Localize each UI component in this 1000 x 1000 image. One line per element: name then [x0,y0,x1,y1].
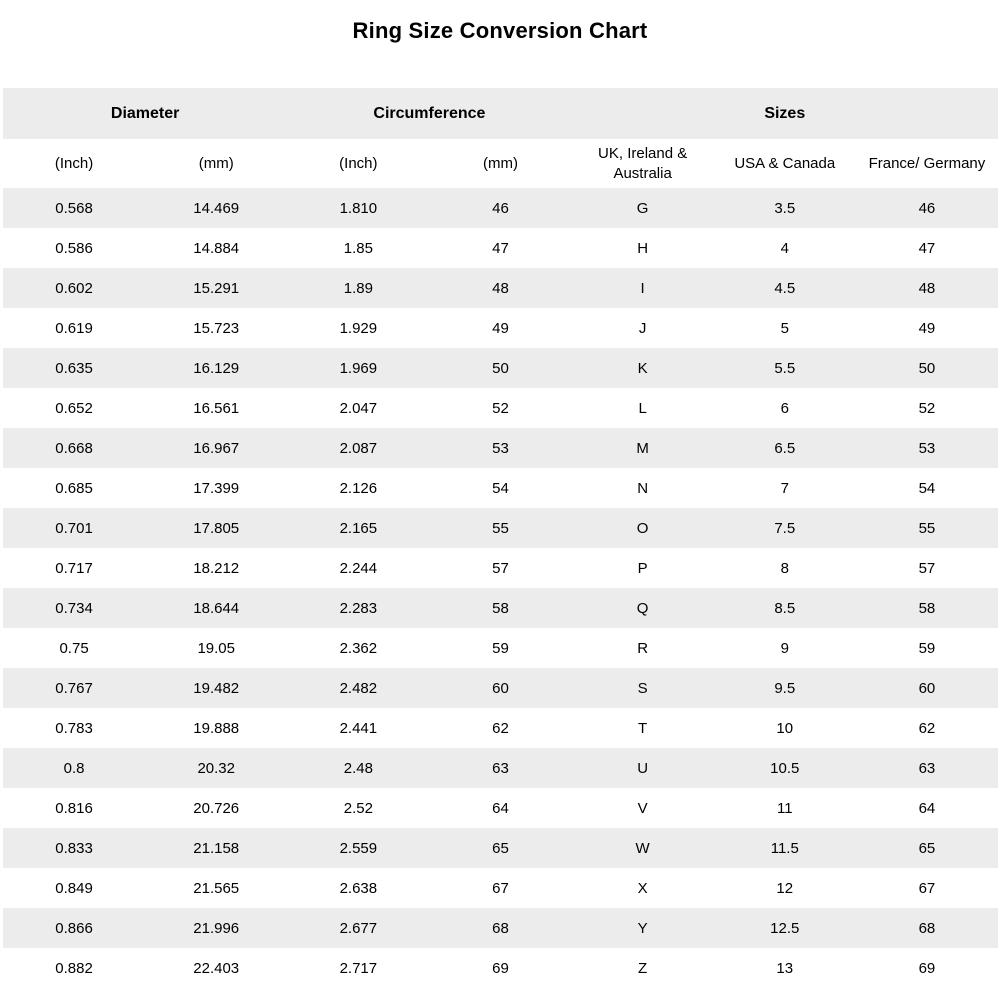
table-cell: 0.685 [55,479,93,497]
table-cell: 14.884 [193,239,240,257]
sub-header-cell: (mm) [483,154,518,172]
table-cell: 57 [492,559,509,577]
table-cell: 20.32 [197,759,235,777]
table-cell: 0.619 [55,319,93,337]
group-header-row [3,88,998,139]
table-cell: 58 [492,599,509,617]
table-cell: 2.717 [339,959,378,977]
sub-header-cell: (mm) [198,154,234,172]
table-cell: 55 [918,519,936,537]
table-cell: 69 [918,959,936,977]
table-cell: 2.165 [339,519,378,537]
sub-header-row [3,139,998,188]
table-row [3,788,998,828]
table-cell: 63 [492,759,509,777]
table-row [3,868,998,908]
table-cell: 2.677 [339,919,378,937]
table-cell: 0.717 [55,559,93,577]
sub-header-cell: UK, Ireland & Australia [598,145,688,182]
table-cell: 49 [918,319,936,337]
ring-size-table-container [3,88,998,988]
table-cell: 57 [918,559,936,577]
table-cell: H [637,239,649,257]
table-cell: 0.602 [55,279,93,297]
table-cell: 6 [780,399,789,417]
table-cell: 64 [492,799,509,817]
table-cell: 15.723 [193,319,240,337]
table-row [3,468,998,508]
table-cell: 2.52 [343,799,373,817]
table-cell: 20.726 [193,799,240,817]
table-cell: 15.291 [193,279,240,297]
table-cell: 62 [918,719,936,737]
table-cell: 3.5 [774,199,796,217]
table-row [3,348,998,388]
table-cell: 0.833 [55,839,93,857]
table-row [3,908,998,948]
table-cell: 2.244 [339,559,378,577]
table-row [3,828,998,868]
table-cell: 8 [780,559,789,577]
table-cell: 1.969 [339,359,378,377]
table-row [3,748,998,788]
table-cell: Z [638,959,648,977]
table-cell: V [637,799,648,817]
table-cell: 63 [918,759,936,777]
table-cell: 11.5 [770,839,799,857]
table-cell: 2.482 [339,679,378,697]
table-cell: 2.362 [339,639,378,657]
table-cell: S [637,679,648,697]
table-row [3,628,998,668]
table-cell: 0.767 [55,679,93,697]
table-cell: 12 [776,879,794,897]
table-cell: O [636,519,649,537]
table-cell: 22.403 [193,959,240,977]
ring-size-table [3,88,998,988]
table-cell: 46 [918,199,936,217]
table-cell: 0.635 [55,359,93,377]
table-cell: 2.48 [343,759,373,777]
table-cell: 13 [776,959,794,977]
table-cell: R [637,639,649,657]
table-cell: 0.652 [55,399,93,417]
table-cell: 68 [918,919,936,937]
table-row [3,708,998,748]
table-cell: K [637,359,648,377]
table-cell: 17.399 [193,479,240,497]
table-row [3,508,998,548]
table-cell: 9.5 [774,679,796,697]
table-cell: 11 [776,799,793,817]
table-cell: 48 [918,279,936,297]
table-cell: 19.888 [193,719,240,737]
table-cell: 60 [918,679,936,697]
table-cell: L [638,399,647,417]
table-row [3,948,998,988]
table-body [3,188,998,988]
table-cell: 1.810 [339,199,378,217]
table-cell: 16.129 [193,359,240,377]
table-cell: 0.8 [63,759,85,777]
table-cell: 55 [492,519,509,537]
table-cell: 50 [918,359,936,377]
table-cell: P [637,559,648,577]
table-cell: 21.565 [193,879,240,897]
sub-header-cell: USA & Canada [734,154,836,172]
table-cell: 53 [918,439,936,457]
table-cell: 52 [918,399,936,417]
table-cell: 7 [780,479,789,497]
table-row [3,588,998,628]
table-row [3,228,998,268]
table-cell: 14.469 [193,199,240,217]
table-cell: 21.996 [193,919,240,937]
table-cell: 2.126 [339,479,378,497]
table-cell: Q [636,599,649,617]
table-cell: 48 [492,279,509,297]
table-cell: 8.5 [774,599,796,617]
table-cell: 0.866 [55,919,93,937]
sub-header-cell: (Inch) [339,154,378,172]
table-cell: I [640,279,645,297]
table-cell: 46 [492,199,509,217]
table-row [3,428,998,468]
table-cell: 65 [918,839,936,857]
table-cell: 47 [492,239,509,257]
sub-header-cell: France/ Germany [868,154,986,172]
table-row [3,188,998,228]
group-header-cell: Circumference [373,104,486,122]
table-cell: 67 [492,879,509,897]
group-header-cell: Sizes [764,104,806,122]
table-cell: 0.75 [59,639,89,657]
table-cell: 19.05 [197,639,235,657]
table-header [3,88,998,188]
table-cell: 1.929 [339,319,378,337]
table-cell: 0.668 [55,439,93,457]
table-cell: 5.5 [774,359,796,377]
table-cell: W [635,839,650,857]
table-cell: 50 [492,359,509,377]
table-cell: 59 [492,639,509,657]
table-cell: 0.816 [55,799,93,817]
table-cell: 0.849 [55,879,93,897]
table-cell: T [638,719,648,737]
table-cell: 2.047 [339,399,378,417]
table-cell: 12.5 [770,919,800,937]
table-row [3,308,998,348]
table-cell: 54 [918,479,936,497]
table-cell: 54 [492,479,509,497]
table-cell: 0.701 [55,519,93,537]
table-cell: 2.087 [339,439,378,457]
table-cell: 2.441 [339,719,378,737]
table-cell: 68 [492,919,509,937]
table-cell: 21.158 [193,839,240,857]
table-row [3,268,998,308]
table-cell: 67 [918,879,936,897]
table-cell: 2.559 [339,839,378,857]
table-cell: 62 [492,719,509,737]
table-row [3,668,998,708]
table-cell: 18.644 [193,599,240,617]
table-cell: 5 [780,319,789,337]
table-cell: X [637,879,648,897]
table-cell: G [636,199,649,217]
table-cell: 0.568 [55,199,93,217]
page-title: Ring Size Conversion Chart [352,18,648,43]
table-cell: 17.805 [193,519,240,537]
table-cell: 0.882 [55,959,93,977]
table-cell: Y [637,919,648,937]
table-cell: 19.482 [193,679,240,697]
table-cell: 16.967 [193,439,240,457]
table-cell: 16.561 [193,399,240,417]
table-cell: 10 [776,719,794,737]
table-cell: 0.586 [55,239,93,257]
sub-header-cell: (Inch) [54,154,94,172]
table-cell: 1.85 [343,239,373,257]
table-cell: 4 [780,239,789,257]
table-cell: 69 [492,959,509,977]
table-cell: 0.783 [55,719,93,737]
table-cell: M [636,439,649,457]
table-cell: 1.89 [343,279,373,297]
table-cell: 0.734 [55,599,93,617]
table-cell: 52 [492,399,509,417]
table-row [3,548,998,588]
table-row [3,388,998,428]
table-cell: 4.5 [774,279,796,297]
table-cell: 60 [492,679,509,697]
table-cell: 2.283 [339,599,378,617]
table-cell: 10.5 [770,759,800,777]
table-cell: 59 [918,639,936,657]
table-cell: 64 [918,799,936,817]
group-header-cell: Diameter [110,104,180,122]
table-cell: 18.212 [193,559,240,577]
table-cell: 58 [918,599,936,617]
table-cell: J [638,319,647,337]
table-cell: 2.638 [339,879,378,897]
table-cell: 47 [918,239,936,257]
table-cell: 65 [492,839,509,857]
table-cell: U [637,759,649,777]
table-cell: 53 [492,439,509,457]
table-cell: 7.5 [774,519,796,537]
table-cell: N [637,479,649,497]
table-cell: 49 [492,319,509,337]
table-cell: 6.5 [774,439,796,457]
table-cell: 9 [780,639,789,657]
